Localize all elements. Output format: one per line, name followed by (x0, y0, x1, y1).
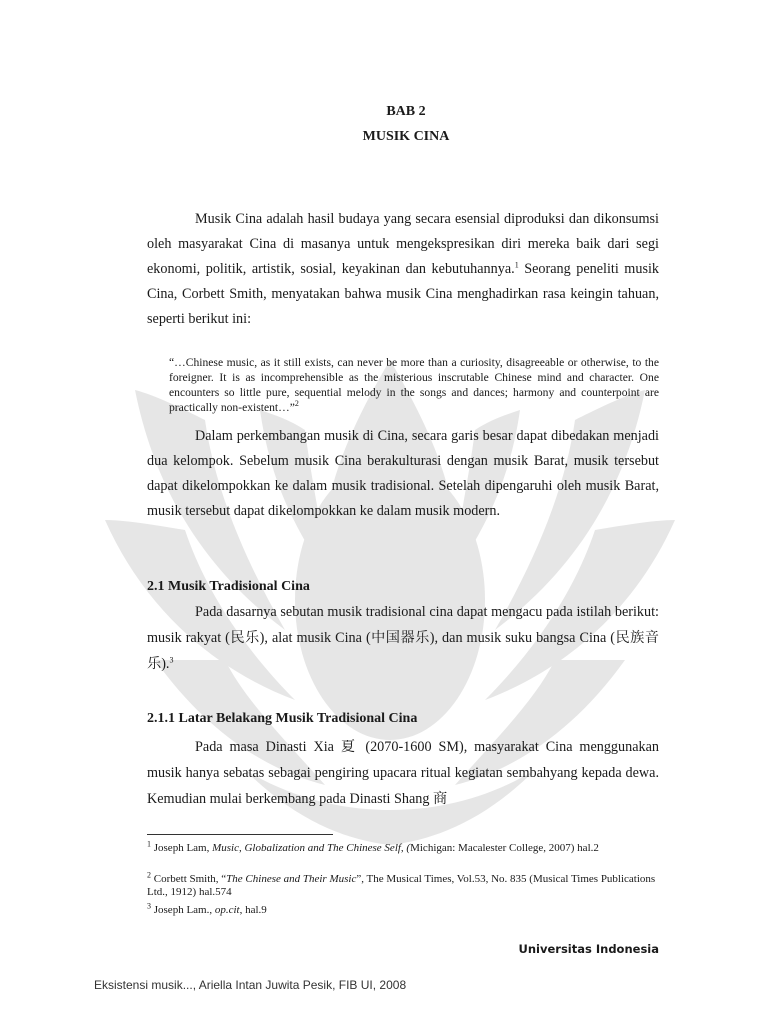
footnote-3-author: Joseph Lam., (153, 904, 215, 916)
paragraph-2 (147, 424, 659, 524)
footnote-2-details: ”, The Musical Times, Vol.53, No. 835 (Musical Times Publications Ltd., 1912) hal.574 (147, 873, 656, 898)
intro-text: Musik Cina adalah hasil budaya yang secara esensial diproduksi dan dikonsumsi oleh masyarakat Cina di masanya untuk mengekspresikan diri mereka baik dari segi ekonomi, politik, artistik, sosial, keyakinan dan kebutuhannya. (147, 211, 659, 277)
chapter-title: MUSIK CINA (362, 129, 450, 144)
footnote-3 (147, 901, 659, 917)
paragraph-4 (147, 734, 659, 812)
chapter-number: BAB 2 (386, 104, 426, 119)
footnote-ref-3[interactable]: 3 (169, 655, 174, 665)
quote-text: “…Chinese music, as it still exists, can never be more than a curiosity, disagreeable or otherwise, to the foreigner. It is as incomprehensible as the misterious inscrutable Chinese mind and character. One encounters so little pure, sequential melody in the songs and dances; harmony and counterpoint are practically non-existent…” (169, 356, 659, 414)
footnote-2-number: 2 (147, 870, 151, 880)
footnote-1-details: Michigan: Macalester College, 2007) hal.2 (410, 842, 599, 854)
paragraph-3-text: Pada dasarnya sebutan musik tradisional cina dapat mengacu pada istilah berikut: musik rakyat (民乐), alat musik Cina (中国器乐), dan musik suku bangsa Cina (民族音乐). (147, 604, 659, 672)
section-heading-2-1-1: 2.1.1 Latar Belakang Musik Tradisional Cina (147, 711, 418, 726)
paragraph-2-text: Dalam perkembangan musik di Cina, secara garis besar dapat dibedakan menjadi dua kelompok. Sebelum musik Cina berakulturasi dengan musik Barat, musik tersebut dapat dikelompokkan ke dalam musik tradisional. Setelah dipengaruhi oleh musik Barat, musik tersebut dapat dikelompokkan ke dalam musik modern. (147, 428, 659, 519)
footnote-ref-2[interactable]: 2 (294, 399, 299, 409)
footnote-1-author: Joseph Lam, (153, 842, 213, 854)
footnote-2-title: The Chinese and Their Music (226, 873, 357, 885)
intro-text-2: Seorang peneliti musik Cina, Corbett Smith, menyatakan bahwa musik Cina menghadirkan rasa keingin tahuan, seperti berikut ini: (147, 261, 659, 327)
university-name: Universitas Indonesia (518, 942, 659, 956)
footnote-1 (147, 839, 659, 855)
paragraph-4-text: Pada masa Dinasti Xia 夏 (2070-1600 SM), masyarakat Cina menggunakan musik hanya sebatas sebagai pengiring upacara ritual kegiatan sembahyang kepada dewa. Kemudian mulai berkembang pada Dinasti Shang 商 (147, 739, 659, 807)
paragraph-3 (147, 599, 659, 677)
page-footer: Eksistensi musik..., Ariella Intan Juwita Pesik, FIB UI, 2008 (94, 978, 407, 992)
footnote-1-number: 1 (147, 839, 151, 849)
footnote-3-details: , hal.9 (239, 904, 267, 916)
section-heading-2-1: 2.1 Musik Tradisional Cina (147, 579, 310, 594)
block-quote (169, 355, 659, 415)
footnote-2 (147, 870, 659, 899)
footnote-divider (147, 834, 333, 835)
footnote-1-title: Music, Globalization and The Chinese Self, ( (212, 842, 411, 854)
footnote-3-number: 3 (147, 901, 151, 911)
footnote-ref-1[interactable]: 1 (514, 260, 519, 270)
footnote-2-author: Corbett Smith, “ (153, 873, 227, 885)
footnote-3-title: op.cit (214, 904, 240, 916)
intro-paragraph (147, 207, 659, 332)
